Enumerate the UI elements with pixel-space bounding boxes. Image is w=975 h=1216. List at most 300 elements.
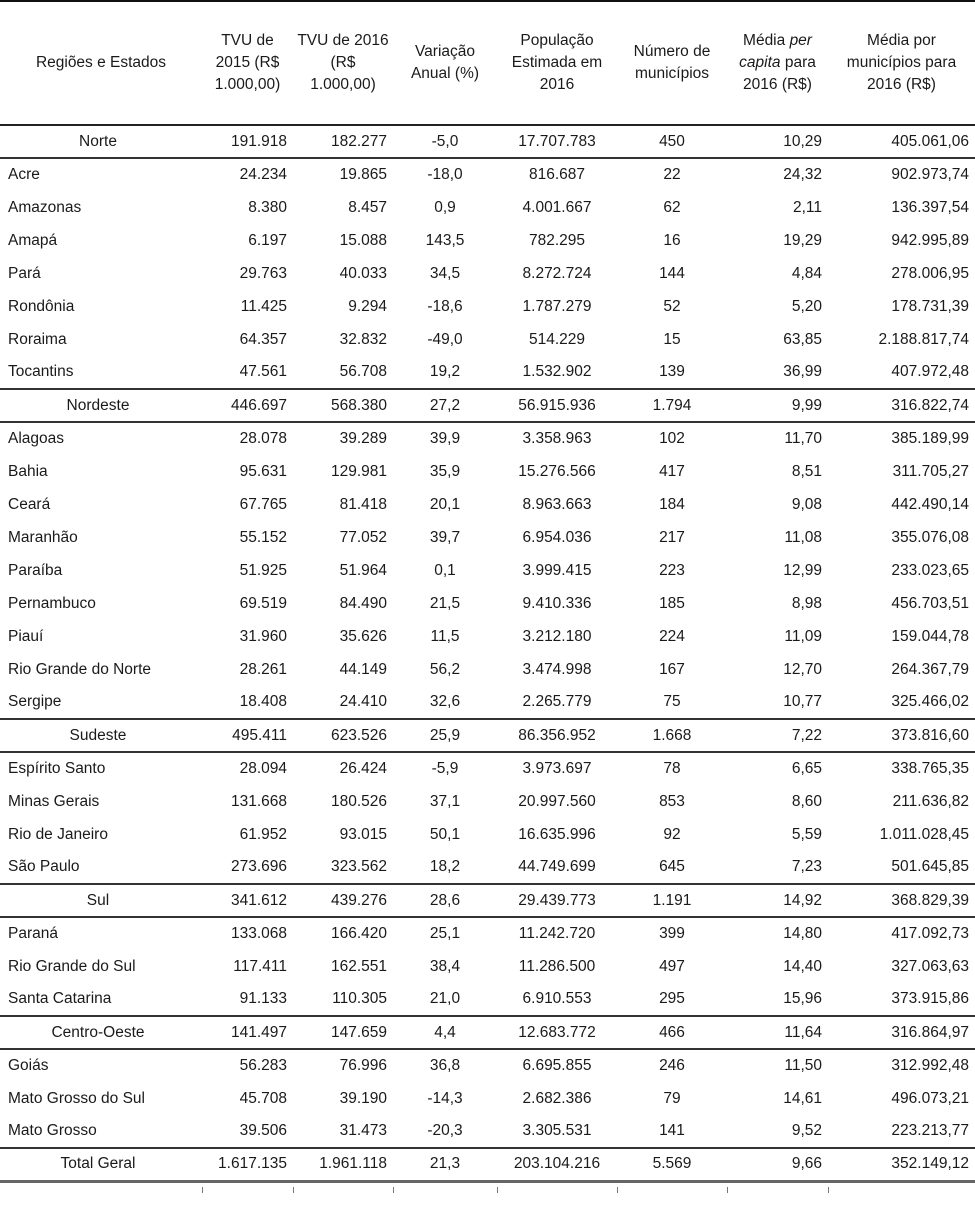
cell-tvu-2015: 446.697 [202, 389, 293, 422]
cell-num-municipios: 223 [659, 561, 685, 579]
cell-media-per-capita: 5,59 [791, 825, 822, 843]
bottom-column-ticks [0, 1187, 975, 1193]
cell-media-por-municipio: 316.864,97 [828, 1016, 975, 1049]
cell-tvu-2016: 110.305 [293, 983, 393, 1016]
state-row [0, 1082, 975, 1115]
cell-num-municipios: 185 [659, 594, 685, 612]
cell-regiao-estado: Centro-Oeste [0, 1016, 202, 1049]
cell-num-municipios: 144 [659, 264, 685, 282]
cell-media-per-capita: 10,77 [727, 686, 828, 719]
cell-media-por-municipio: 312.992,48 [891, 1057, 969, 1074]
header-media-per-capita-post: para 2016 (R$) [743, 54, 816, 93]
cell-tvu-2015: 91.133 [202, 983, 293, 1016]
cell-tvu-2016: 180.526 [330, 792, 387, 810]
cell-regiao-estado: Pernambuco [8, 594, 96, 612]
cell-variacao-anual: 27,2 [393, 389, 497, 422]
cell-media-por-municipio: 496.073,21 [891, 1089, 969, 1107]
cell-variacao-anual: 28,6 [393, 884, 497, 917]
cell-variacao-anual: 4,4 [393, 1016, 497, 1049]
cell-media-per-capita: 6,65 [791, 760, 822, 777]
cell-media-per-capita: 9,08 [791, 495, 822, 513]
cell-tvu-2016: 93.015 [339, 825, 387, 843]
cell-regiao-estado: Paraná [8, 925, 58, 942]
cell-populacao: 3.358.963 [522, 430, 592, 447]
cell-regiao-estado: Pará [8, 264, 41, 282]
cell-media-per-capita: 7,22 [727, 719, 828, 752]
cell-num-municipios: 75 [617, 686, 727, 719]
cell-variacao-anual: 20,1 [429, 495, 461, 513]
cell-tvu-2015: 28.078 [239, 430, 287, 447]
cell-tvu-2015: 28.094 [239, 760, 287, 777]
cell-media-por-municipio: 233.023,65 [891, 561, 969, 579]
cell-tvu-2016: 44.149 [339, 660, 387, 678]
cell-variacao-anual: 25,1 [429, 925, 461, 942]
cell-media-per-capita: 9,52 [727, 1115, 828, 1148]
cell-media-por-municipio: 278.006,95 [891, 264, 969, 282]
cell-media-por-municipio: 902.973,74 [891, 166, 969, 183]
cell-regiao-estado: Rio de Janeiro [8, 825, 108, 843]
cell-tvu-2015: 133.068 [230, 925, 287, 942]
cell-tvu-2015: 61.952 [239, 825, 287, 843]
cell-regiao-estado: Sudeste [0, 719, 202, 752]
cell-variacao-anual: 0,1 [434, 561, 456, 579]
cell-media-per-capita: 14,80 [783, 925, 822, 942]
state-row [0, 587, 975, 620]
region-row [0, 719, 975, 752]
cell-populacao: 1.787.279 [522, 297, 592, 315]
cell-populacao: 203.104.216 [497, 1148, 617, 1181]
state-row [0, 818, 975, 851]
cell-populacao: 20.997.560 [518, 792, 596, 810]
cell-tvu-2015: 69.519 [239, 594, 287, 612]
cell-variacao-anual: 21,3 [393, 1148, 497, 1181]
cell-media-per-capita: 11,64 [727, 1016, 828, 1049]
cell-tvu-2015: 141.497 [202, 1016, 293, 1049]
cell-num-municipios: 62 [663, 198, 681, 216]
cell-variacao-anual: 39,7 [429, 528, 461, 546]
cell-populacao: 6.910.553 [497, 983, 617, 1016]
cell-media-por-municipio: 338.765,35 [891, 760, 969, 777]
cell-media-por-municipio: 136.397,54 [891, 198, 969, 216]
column-tick [617, 1187, 618, 1193]
cell-variacao-anual: -14,3 [427, 1089, 463, 1107]
cell-tvu-2015: 29.763 [239, 264, 287, 282]
cell-media-por-municipio: 942.995,89 [891, 231, 969, 249]
cell-num-municipios: 16 [663, 231, 681, 249]
state-row [0, 686, 975, 719]
cell-media-per-capita: 11,08 [784, 528, 822, 546]
cell-populacao: 816.687 [528, 166, 586, 183]
cell-tvu-2015: 51.925 [239, 561, 287, 579]
cell-populacao: 3.305.531 [497, 1115, 617, 1148]
cell-populacao: 8.963.663 [522, 495, 592, 513]
column-tick [497, 1187, 498, 1193]
state-row [0, 983, 975, 1016]
cell-populacao: 11.242.720 [518, 925, 596, 942]
cell-populacao: 6.954.036 [522, 528, 592, 546]
cell-num-municipios: 853 [659, 792, 685, 810]
cell-tvu-2016: 56.708 [293, 356, 393, 389]
cell-media-per-capita: 8,51 [791, 462, 822, 480]
cell-tvu-2016: 26.424 [339, 760, 387, 777]
cell-populacao: 2.682.386 [522, 1089, 592, 1107]
header-media-por-municipios: Média por municípios para 2016 (R$) [828, 1, 975, 125]
cell-tvu-2016: 19.865 [339, 166, 387, 183]
cell-media-per-capita: 14,61 [783, 1089, 822, 1107]
cell-num-municipios: 246 [659, 1057, 685, 1074]
cell-variacao-anual: 36,8 [429, 1057, 461, 1074]
cell-num-municipios: 141 [617, 1115, 727, 1148]
cell-populacao: 29.439.773 [497, 884, 617, 917]
cell-tvu-2015: 56.283 [239, 1057, 287, 1074]
cell-media-per-capita: 14,92 [727, 884, 828, 917]
cell-media-por-municipio: 316.822,74 [828, 389, 975, 422]
cell-tvu-2016: 182.277 [293, 125, 393, 158]
cell-variacao-anual: -18,0 [427, 166, 463, 183]
cell-populacao: 3.474.998 [522, 660, 592, 678]
cell-media-por-municipio: 456.703,51 [891, 594, 969, 612]
cell-regiao-estado: Amapá [8, 231, 58, 249]
cell-variacao-anual: -18,6 [427, 297, 463, 315]
cell-media-por-municipio: 368.829,39 [828, 884, 975, 917]
state-row [0, 752, 975, 785]
cell-populacao: 8.272.724 [522, 264, 592, 282]
cell-tvu-2016: 32.832 [339, 330, 387, 348]
header-row [0, 1, 975, 125]
cell-media-por-municipio: 373.816,60 [828, 719, 975, 752]
cell-media-per-capita: 2,11 [792, 198, 822, 216]
cell-variacao-anual: 38,4 [429, 957, 461, 975]
cell-media-por-municipio: 442.490,14 [891, 495, 969, 513]
cell-regiao-estado: Mato Grosso do Sul [8, 1089, 145, 1107]
cell-variacao-anual: -5,9 [431, 760, 459, 777]
state-row [0, 851, 975, 884]
cell-populacao: 2.265.779 [497, 686, 617, 719]
cell-media-por-municipio: 223.213,77 [828, 1115, 975, 1148]
cell-regiao-estado: Total Geral [0, 1148, 202, 1181]
cell-variacao-anual: 56,2 [429, 660, 461, 678]
state-row [0, 158, 975, 191]
cell-num-municipios: 52 [663, 297, 681, 315]
cell-num-municipios: 139 [617, 356, 727, 389]
cell-populacao: 86.356.952 [497, 719, 617, 752]
cell-regiao-estado: Acre [8, 166, 40, 183]
cell-regiao-estado: Roraima [8, 330, 67, 348]
cell-media-por-municipio: 405.061,06 [828, 125, 975, 158]
cell-tvu-2015: 95.631 [239, 462, 287, 480]
region-row [0, 884, 975, 917]
cell-populacao: 56.915.936 [497, 389, 617, 422]
cell-media-per-capita: 11,50 [784, 1057, 822, 1074]
cell-num-municipios: 417 [659, 462, 685, 480]
state-row [0, 554, 975, 587]
header-tvu-2015: TVU de 2015 (R$ 1.000,00) [202, 1, 293, 125]
cell-regiao-estado: Nordeste [0, 389, 202, 422]
cell-num-municipios: 79 [663, 1089, 681, 1107]
cell-num-municipios: 217 [659, 528, 685, 546]
header-numero-municipios: Número de municípios [617, 1, 727, 125]
cell-tvu-2015: 341.612 [202, 884, 293, 917]
cell-media-per-capita: 4,84 [791, 264, 822, 282]
header-variacao-anual: Variação Anual (%) [393, 1, 497, 125]
cell-tvu-2016: 51.964 [339, 561, 387, 579]
cell-regiao-estado: Paraíba [8, 561, 63, 579]
cell-regiao-estado: Ceará [8, 495, 51, 513]
cell-populacao: 3.999.415 [522, 561, 592, 579]
cell-media-por-municipio: 417.092,73 [891, 925, 969, 942]
cell-media-per-capita: 7,23 [727, 851, 828, 884]
cell-tvu-2016: 162.551 [330, 957, 387, 975]
cell-media-por-municipio: 2.188.817,74 [878, 330, 969, 348]
cell-tvu-2015: 47.561 [202, 356, 293, 389]
cell-populacao: 782.295 [528, 231, 586, 249]
cell-media-por-municipio: 355.076,08 [891, 528, 969, 546]
cell-regiao-estado: Tocantins [0, 356, 202, 389]
cell-tvu-2015: 28.261 [239, 660, 287, 678]
cell-tvu-2016: 8.457 [348, 198, 387, 216]
cell-populacao: 11.286.500 [518, 957, 596, 975]
cell-num-municipios: 184 [659, 495, 685, 513]
cell-media-per-capita: 11,70 [784, 430, 822, 447]
cell-tvu-2016: 76.996 [339, 1057, 387, 1074]
cell-media-por-municipio: 311.705,27 [892, 462, 969, 480]
cell-num-municipios: 497 [659, 957, 685, 975]
cell-regiao-estado: Minas Gerais [8, 792, 100, 810]
cell-populacao: 17.707.783 [497, 125, 617, 158]
cell-media-por-municipio: 159.044,78 [891, 627, 969, 645]
cell-variacao-anual: -5,0 [393, 125, 497, 158]
cell-variacao-anual: 21,5 [429, 594, 461, 612]
cell-media-per-capita: 9,99 [727, 389, 828, 422]
cell-media-por-municipio: 407.972,48 [828, 356, 975, 389]
cell-variacao-anual: 18,2 [393, 851, 497, 884]
cell-num-municipios: 92 [663, 825, 681, 843]
total-row [0, 1148, 975, 1181]
cell-tvu-2016: 1.961.118 [293, 1148, 393, 1181]
cell-regiao-estado: Mato Grosso [0, 1115, 202, 1148]
cell-tvu-2016: 568.380 [293, 389, 393, 422]
cell-regiao-estado: Norte [0, 125, 202, 158]
cell-num-municipios: 295 [617, 983, 727, 1016]
cell-media-per-capita: 24,32 [783, 166, 822, 183]
cell-media-por-municipio: 264.367,79 [891, 660, 969, 678]
cell-tvu-2016: 24.410 [293, 686, 393, 719]
cell-variacao-anual: 25,9 [393, 719, 497, 752]
cell-populacao: 514.229 [528, 330, 586, 348]
cell-regiao-estado: Goiás [8, 1057, 49, 1074]
state-row [0, 1049, 975, 1082]
cell-media-per-capita: 15,96 [727, 983, 828, 1016]
cell-media-por-municipio: 352.149,12 [828, 1148, 975, 1181]
cell-tvu-2015: 11.425 [240, 297, 287, 315]
state-row [0, 191, 975, 224]
cell-regiao-estado: Santa Catarina [0, 983, 202, 1016]
cell-regiao-estado: Amazonas [8, 198, 82, 216]
cell-tvu-2015: 24.234 [239, 166, 287, 183]
cell-variacao-anual: -20,3 [393, 1115, 497, 1148]
cell-tvu-2015: 495.411 [202, 719, 293, 752]
cell-tvu-2015: 18.408 [202, 686, 293, 719]
cell-populacao: 6.695.855 [522, 1057, 592, 1074]
state-row [0, 521, 975, 554]
cell-tvu-2015: 31.960 [239, 627, 287, 645]
cell-regiao-estado: São Paulo [0, 851, 202, 884]
cell-num-municipios: 399 [659, 925, 685, 942]
cell-media-per-capita: 8,98 [791, 594, 822, 612]
cell-tvu-2015: 273.696 [202, 851, 293, 884]
cell-tvu-2015: 8.380 [248, 198, 287, 216]
cell-tvu-2015: 39.506 [202, 1115, 293, 1148]
cell-num-municipios: 102 [659, 430, 685, 447]
column-tick [727, 1187, 728, 1193]
cell-media-per-capita: 19,29 [783, 231, 822, 249]
cell-regiao-estado: Piauí [8, 627, 44, 645]
cell-regiao-estado: Rio Grande do Sul [8, 957, 136, 975]
cell-tvu-2016: 323.562 [293, 851, 393, 884]
cell-num-municipios: 450 [617, 125, 727, 158]
state-row [0, 950, 975, 983]
state-row [0, 455, 975, 488]
cell-tvu-2016: 129.981 [330, 462, 387, 480]
cell-variacao-anual: 32,6 [393, 686, 497, 719]
cell-num-municipios: 167 [659, 660, 685, 678]
cell-media-por-municipio: 325.466,02 [828, 686, 975, 719]
state-row [0, 356, 975, 389]
cell-tvu-2015: 45.708 [239, 1089, 287, 1107]
cell-tvu-2016: 166.420 [330, 925, 387, 942]
cell-num-municipios: 1.191 [617, 884, 727, 917]
cell-media-per-capita: 11,09 [784, 627, 822, 645]
cell-media-por-municipio: 178.731,39 [891, 297, 969, 315]
cell-populacao: 4.001.667 [522, 198, 592, 216]
cell-tvu-2016: 147.659 [293, 1016, 393, 1049]
cell-regiao-estado: Espírito Santo [8, 760, 106, 777]
cell-regiao-estado: Bahia [8, 462, 48, 480]
cell-tvu-2016: 81.418 [339, 495, 387, 513]
cell-tvu-2015: 1.617.135 [202, 1148, 293, 1181]
state-row [0, 785, 975, 818]
cell-media-per-capita: 5,20 [791, 297, 822, 315]
cell-num-municipios: 645 [617, 851, 727, 884]
cell-tvu-2015: 67.765 [239, 495, 287, 513]
cell-populacao: 3.212.180 [522, 627, 592, 645]
cell-tvu-2015: 131.668 [230, 792, 287, 810]
column-tick [393, 1187, 394, 1193]
cell-media-por-municipio: 501.645,85 [828, 851, 975, 884]
state-row [0, 224, 975, 257]
column-tick [202, 1187, 203, 1193]
state-row [0, 488, 975, 521]
cell-populacao: 9.410.336 [522, 594, 592, 612]
cell-media-per-capita: 12,70 [783, 660, 822, 678]
cell-num-municipios: 22 [663, 166, 681, 183]
cell-tvu-2016: 9.294 [348, 297, 387, 315]
cell-variacao-anual: 11,5 [430, 627, 460, 645]
cell-num-municipios: 224 [659, 627, 685, 645]
header-media-per-capita-pre: Média [743, 32, 790, 49]
cell-tvu-2015: 64.357 [239, 330, 287, 348]
cell-tvu-2016: 31.473 [293, 1115, 393, 1148]
header-populacao-estimada: População Estimada em 2016 [497, 1, 617, 125]
cell-tvu-2016: 35.626 [339, 627, 387, 645]
cell-regiao-estado: Maranhão [8, 528, 78, 546]
cell-media-per-capita: 9,66 [727, 1148, 828, 1181]
state-row [0, 422, 975, 455]
header-tvu-2016: TVU de 2016 (R$ 1.000,00) [293, 1, 393, 125]
state-row [0, 1115, 975, 1148]
cell-media-por-municipio: 373.915,86 [828, 983, 975, 1016]
cell-variacao-anual: 143,5 [425, 231, 465, 249]
cell-regiao-estado: Rio Grande do Norte [8, 660, 152, 678]
cell-populacao: 44.749.699 [497, 851, 617, 884]
column-tick [828, 1187, 829, 1193]
cell-variacao-anual: 19,2 [393, 356, 497, 389]
cell-tvu-2016: 39.190 [339, 1089, 387, 1107]
region-row [0, 1016, 975, 1049]
state-row [0, 653, 975, 686]
table-body [0, 125, 975, 1181]
header-media-per-capita [727, 1, 828, 125]
region-row [0, 389, 975, 422]
region-row [0, 125, 975, 158]
cell-tvu-2016: 40.033 [339, 264, 387, 282]
header-regioes-estados: Regiões e Estados [0, 1, 202, 125]
cell-tvu-2016: 77.052 [339, 528, 387, 546]
cell-num-municipios: 466 [617, 1016, 727, 1049]
cell-variacao-anual: 0,9 [434, 198, 456, 216]
cell-variacao-anual: -49,0 [427, 330, 463, 348]
cell-populacao: 16.635.996 [518, 825, 596, 843]
header-media-per-capita-em: per capita [739, 32, 812, 71]
cell-populacao: 12.683.772 [497, 1016, 617, 1049]
cell-tvu-2015: 55.152 [239, 528, 287, 546]
column-tick [293, 1187, 294, 1193]
cell-variacao-anual: 35,9 [429, 462, 461, 480]
cell-regiao-estado: Alagoas [8, 430, 65, 447]
cell-tvu-2015: 6.197 [248, 231, 287, 249]
state-row [0, 290, 975, 323]
cell-tvu-2015: 191.918 [202, 125, 293, 158]
cell-tvu-2016: 439.276 [293, 884, 393, 917]
cell-variacao-anual: 39,9 [429, 430, 461, 447]
state-row [0, 917, 975, 950]
cell-num-municipios: 1.794 [617, 389, 727, 422]
cell-variacao-anual: 37,1 [429, 792, 461, 810]
cell-num-municipios: 1.668 [617, 719, 727, 752]
cell-tvu-2016: 623.526 [293, 719, 393, 752]
table-header [0, 1, 975, 125]
state-row [0, 323, 975, 356]
cell-tvu-2016: 15.088 [339, 231, 387, 249]
cell-tvu-2016: 39.289 [339, 430, 387, 447]
cell-variacao-anual: 50,1 [429, 825, 461, 843]
cell-populacao: 3.973.697 [522, 760, 592, 777]
cell-media-per-capita: 63,85 [783, 330, 822, 348]
cell-populacao: 15.276.566 [518, 462, 596, 480]
cell-media-por-municipio: 211.636,82 [892, 792, 969, 810]
cell-regiao-estado: Sul [0, 884, 202, 917]
cell-variacao-anual: 21,0 [393, 983, 497, 1016]
cell-tvu-2016: 84.490 [339, 594, 387, 612]
cell-num-municipios: 78 [663, 760, 681, 777]
cell-media-per-capita: 10,29 [727, 125, 828, 158]
state-row [0, 620, 975, 653]
cell-media-per-capita: 8,60 [791, 792, 822, 810]
cell-variacao-anual: 34,5 [429, 264, 461, 282]
cell-regiao-estado: Rondônia [8, 297, 75, 315]
cell-media-por-municipio: 327.063,63 [891, 957, 969, 975]
cell-media-per-capita: 36,99 [727, 356, 828, 389]
